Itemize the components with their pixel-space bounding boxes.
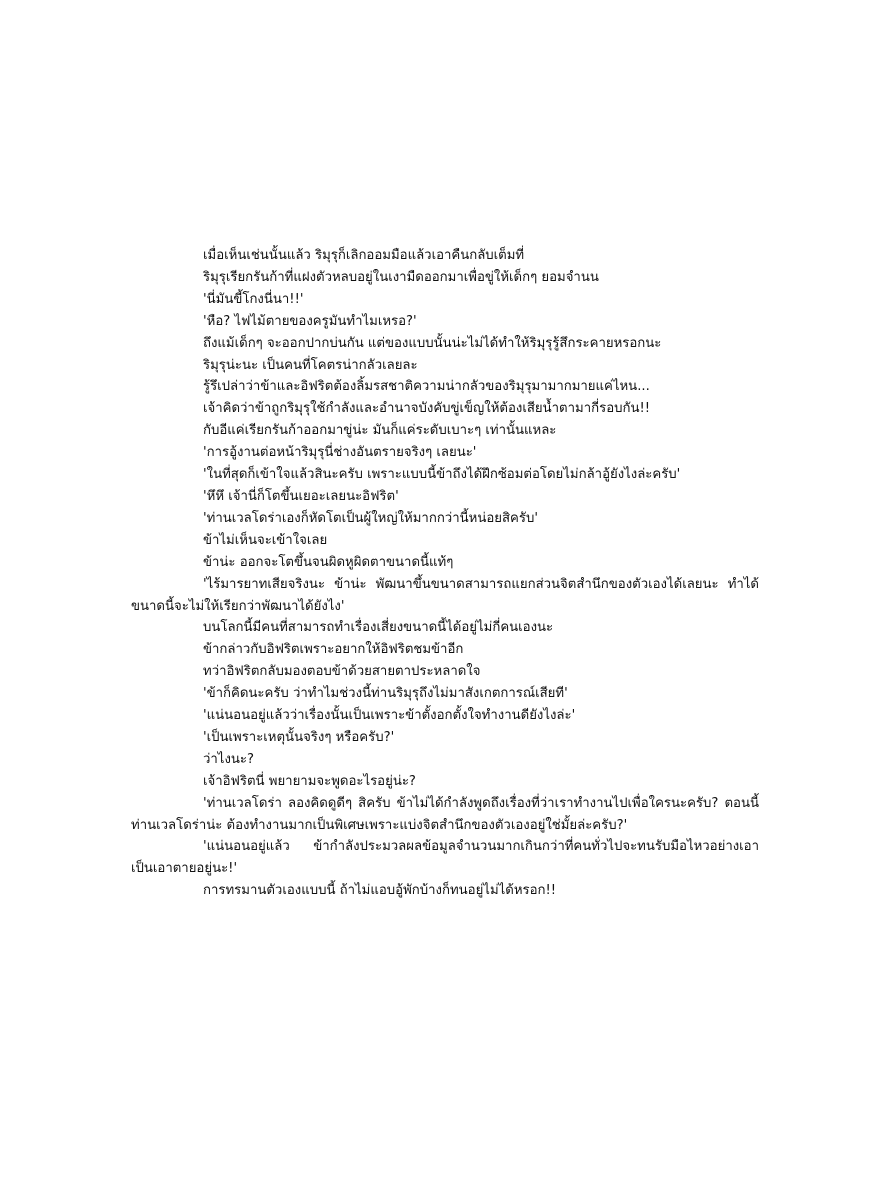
paragraph: เจ้าคิดว่าข้าถูกริมุรุใช้กำลังและอำนาจบังคับขู่เข็ญให้ต้องเสียน้ำตามากี่รอบกัน!!	[203, 401, 651, 417]
paragraph: ทว่าอิฟริตกลับมองตอบข้าด้วยสายตาประหลาดใจ	[203, 664, 481, 680]
paragraph: ว่าไงนะ?	[203, 751, 254, 767]
paragraph: 'ท่านเวลโดร่า ลองคิดดูดีๆ สิครับ ข้าไม่ได้กำลังพูดถึงเรื่องที่ว่าเราทำงานไปเพื่อใครนะครับ? ตอนนี้ท่านเวลโดร่าน่ะ ต้องทำงานมากเป็นพิเศษเพราะแบ่งจิตสำนึกของตัวเองอยู่ใช่มั้ยล่ะครับ?'	[131, 795, 759, 833]
paragraph: ริมุรุเรียกรันก้าที่แฝงตัวหลบอยู่ในเงามืดออกมาเพื่อขู่ให้เด็กๆ ยอมจำนน	[203, 269, 599, 285]
paragraph: 'หึหึ เจ้านี่ก็โตขึ้นเยอะเลยนะอิฟริต'	[203, 488, 399, 504]
paragraph: 'แน่นอนอยู่แล้ว ข้ากำลังประมวลผลข้อมูลจำนวนมากเกินกว่าที่คนทั่วไปจะทนรับมือไหวอย่างเอาเป็นเอาตายอยู่นะ!'	[131, 839, 759, 877]
paragraph: ข้ากล่าวกับอิฟริตเพราะอยากให้อิฟริตชมข้าอีก	[203, 642, 464, 658]
paragraph: 'หือ? ไฟไม้ตายของครูมันทำไมเหรอ?'	[203, 313, 417, 329]
paragraph: 'ข้าก็คิดนะครับ ว่าทำไมช่วงนี้ท่านริมุรุถึงไม่มาสังเกตการณ์เสียที'	[203, 686, 568, 702]
paragraph: 'นี่มันขี้โกงนี่นา!!'	[203, 291, 304, 307]
paragraph: เมื่อเห็นเช่นนั้นแล้ว ริมุรุก็เลิกออมมือแล้วเอาคืนกลับเต็มที่	[203, 248, 525, 263]
paragraph: ข้าไม่เห็นจะเข้าใจเลย	[203, 532, 328, 548]
paragraph: ข้าน่ะ ออกจะโตขึ้นจนผิดหูผิดตาขนาดนี้แท้ๆ	[203, 554, 454, 570]
paragraph: 'เป็นเพราะเหตุนั้นจริงๆ หรือครับ?'	[203, 729, 395, 745]
paragraph: เจ้าอิฟริตนี่ พยายามจะพูดอะไรอยู่น่ะ?	[203, 773, 416, 789]
paragraph: บนโลกนี้มีคนที่สามารถทำเรื่องเสี่ยงขนาดนี้ได้อยู่ไม่กี่คนเองนะ	[203, 620, 554, 636]
paragraph: 'ท่านเวลโดร่าเองก็หัดโตเป็นผู้ใหญ่ให้มากกว่านี้หน่อยสิครับ'	[203, 510, 538, 526]
paragraph: 'แน่นอนอยู่แล้วว่าเรื่องนั้นเป็นเพราะข้าตั้งอกตั้งใจทำงานดียังไงล่ะ'	[203, 708, 576, 724]
paragraph: 'การอู้งานต่อหน้าริมุรุนี่ช่างอันตรายจริงๆ เลยนะ'	[203, 445, 477, 461]
paragraph: กับอีแค่เรียกรันก้าออกมาขู่น่ะ มันก็แค่ระดับเบาะๆ เท่านั้นแหละ	[203, 423, 557, 439]
story-text	[131, 245, 759, 902]
paragraph: รู้รึเปล่าว่าข้าและอิฟริตต้องลิ้มรสชาติความน่ากลัวของริมุรุมามากมายแค่ไหน...	[203, 379, 650, 395]
paragraph: ริมุรุน่ะนะ เป็นคนที่โคตรน่ากลัวเลยละ	[203, 357, 418, 373]
paragraph: การทรมานตัวเองแบบนี้ ถ้าไม่แอบอู้พักบ้างก็ทนอยู่ไม่ได้หรอก!!	[203, 883, 557, 899]
paragraph: ถึงแม้เด็กๆ จะออกปากบ่นกัน แต่ของแบบนั้นน่ะไม่ได้ทำให้ริมุรุรู้สึกระคายหรอกนะ	[203, 335, 662, 351]
paragraph: 'ในที่สุดก็เข้าใจแล้วสินะครับ เพราะแบบนี้ข้าถึงได้ฝึกซ้อมต่อโดยไม่กล้าอู้ยังไงล่ะครับ'	[203, 467, 681, 483]
paragraph: 'ไร้มารยาทเสียจริงนะ ข้าน่ะ พัฒนาขึ้นขนาดสามารถแยกส่วนจิตสำนึกของตัวเองได้เลยนะ ทำได้ขนาดนี้จะไม่ให้เรียกว่าพัฒนาได้ยังไง'	[131, 576, 759, 614]
